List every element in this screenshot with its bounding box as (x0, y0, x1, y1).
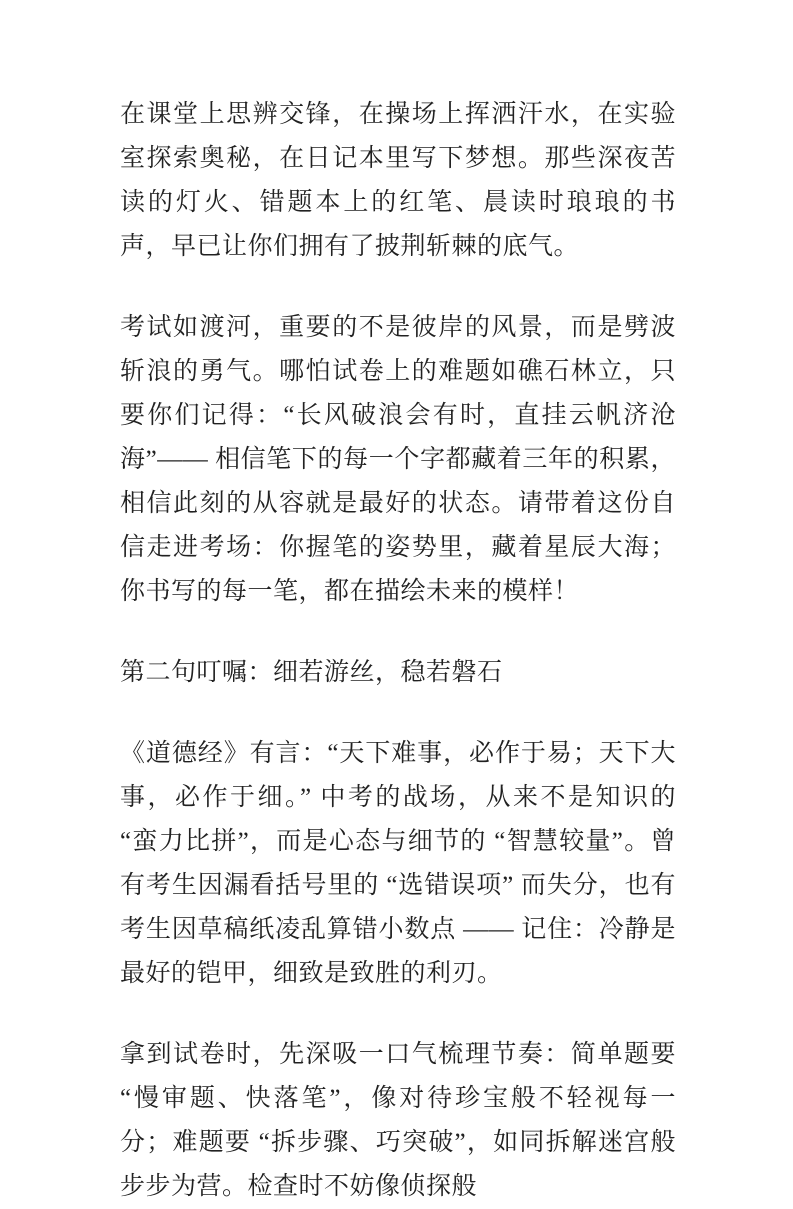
body-paragraph-4: 拿到试卷时，先深吸一口气梳理节奏：简单题要 “慢审题、快落笔”，像对待珍宝般不轻视每一分；难题要 “拆步骤、巧突破”，如同拆解迷宫般步步为营。检查时不妨像侦探般 (120, 1041, 676, 1200)
body-paragraph-1: 在课堂上思辨交锋，在操场上挥洒汗水，在实验室探索奥秘，在日记本里写下梦想。那些深夜苦读的灯火、错题本上的红笔、晨读时琅琅的书声，早已让你们拥有了披荆斩棘的底气。 (120, 101, 676, 260)
section-heading: 第二句叮嘱：细若游丝，稳若磐石 (120, 659, 503, 686)
body-paragraph-2: 考试如渡河，重要的不是彼岸的风景，而是劈波斩浪的勇气。哪怕试卷上的难题如礁石林立，只要你们记得：“长风破浪会有时，直挂云帆济沧海”—— 相信笔下的每一个字都藏着三年的积累，相信此刻的从容就是最好的状态。请带着这份自信走进考场：你握笔的姿势里，藏着星辰大海；你书写的每一笔，都在描绘未来的模样！ (120, 314, 676, 605)
body-paragraph-3: 《道德经》有言：“天下难事，必作于易；天下大事，必作于细。” 中考的战场，从来不是知识的 “蛮力比拼”，而是心态与细节的 “智慧较量”。曾有考生因漏看括号里的 “选错误项” 而失分，也有考生因草稿纸凌乱算错小数点 —— 记住：冷静是最好的铠甲，细致是致胜的利刃。 (120, 740, 676, 987)
